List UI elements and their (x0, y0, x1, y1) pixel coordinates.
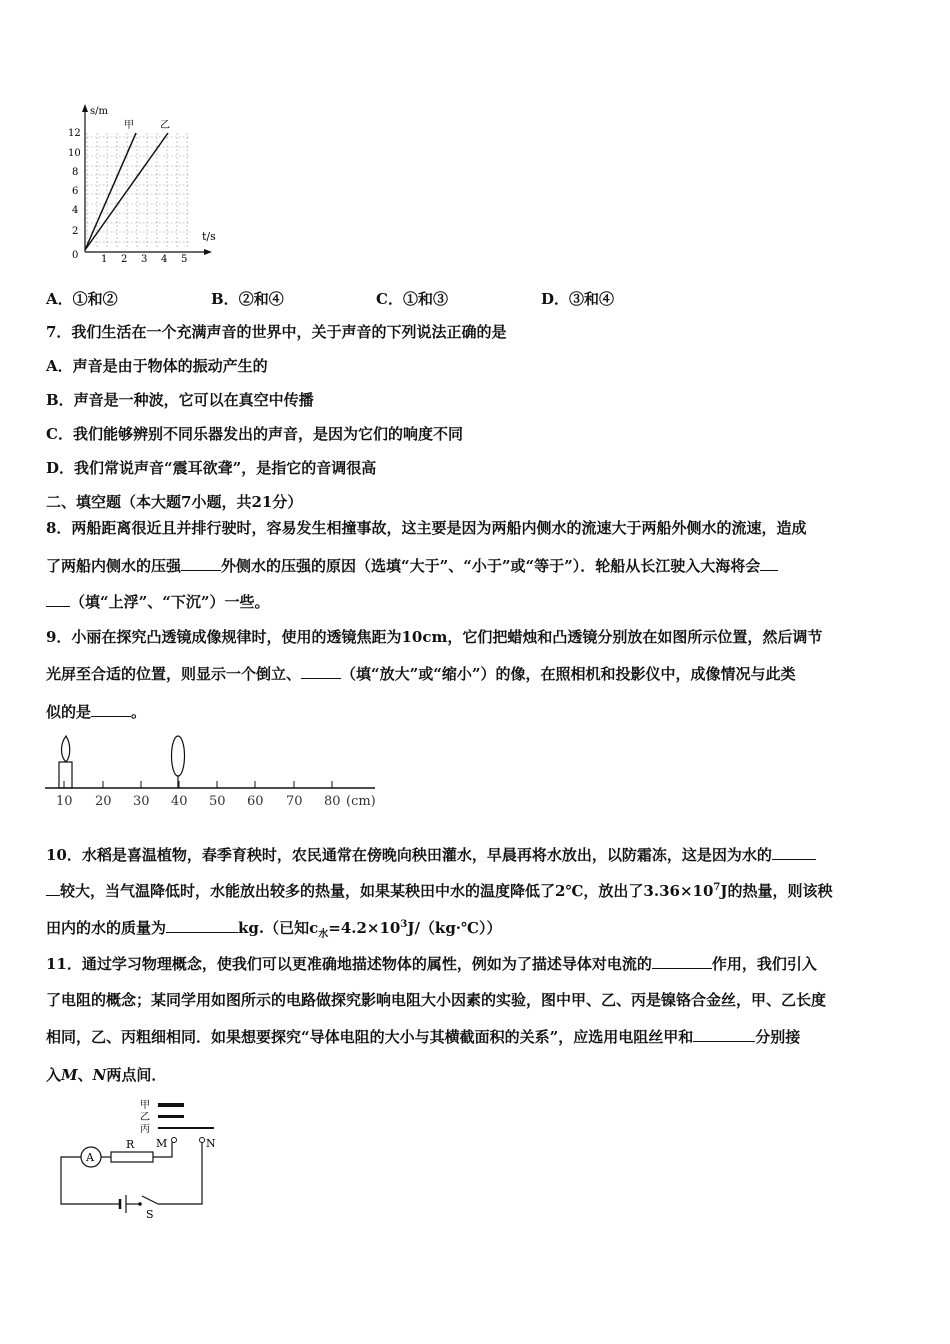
q6-option-b: B．②和④ (211, 290, 284, 308)
wire-label: 乙 (140, 1112, 150, 1123)
ruler-unit: (cm) (346, 794, 376, 809)
circuit-diagram (56, 1092, 236, 1222)
line-yi (85, 133, 168, 250)
ytick: 8 (72, 167, 79, 178)
answer-blank (652, 954, 712, 969)
graph-xlabel: t/s (202, 230, 216, 243)
q8-line3: （填“上浮”、“下沉”）一些。 (46, 592, 270, 612)
answer-blank (301, 664, 341, 679)
y-axis-arrow (82, 104, 88, 112)
x-axis-arrow (204, 249, 212, 255)
q7-option-a: A．声音是由于物体的振动产生的 (46, 357, 268, 375)
q9-line2: 光屏至合适的位置，则显示一个倒立、 （填“放大”或“缩小”）的像，在照相机和投影仪中，成像情况与此类 (46, 665, 796, 683)
terminal-n (200, 1138, 205, 1143)
graph-line-b-label: 乙 (160, 120, 170, 131)
ytick: 4 (72, 205, 79, 216)
q10-line2: 较大，当气温降低时，水能放出较多的热量，如果某秧田中水的温度降低了2℃，放出了$3.36\times 10^7J$的热量，则该秧 (46, 881, 832, 901)
q6-option-a: A．①和② (46, 290, 118, 308)
section-heading: 二、填空题（本大题7小题，共21分） (46, 493, 303, 511)
answer-blank (181, 556, 221, 571)
q9-line1: 9．小丽在探究凸透镜成像规律时，使用的透镜焦距为10cm，它们把蜡烛和凸透镜分别放在如图所示位置，然后调节 (46, 628, 823, 646)
xtick: 5 (181, 254, 188, 265)
ruler-label: 50 (209, 794, 226, 809)
ytick: 6 (72, 186, 79, 197)
ruler-label: 60 (247, 794, 264, 809)
ytick: 12 (68, 128, 81, 139)
wire-bing (158, 1127, 214, 1129)
point-m-label: M (156, 1137, 168, 1150)
resistor (111, 1152, 153, 1162)
switch-blade (142, 1196, 158, 1204)
answer-blank (46, 592, 70, 607)
ytick: 0 (72, 250, 79, 261)
q6-option-c: C．①和③ (376, 290, 448, 308)
ruler-label: 20 (95, 794, 112, 809)
answer-blank (772, 845, 816, 860)
ruler-label: 80 (324, 794, 341, 809)
ytick: 2 (72, 226, 79, 237)
answer-blank (46, 881, 60, 896)
q6-option-d: D．③和④ (541, 290, 615, 308)
graph-grid (87, 132, 190, 247)
answer-blank (693, 1027, 755, 1042)
ruler-label: 70 (286, 794, 303, 809)
candle-flame (62, 736, 70, 762)
graph-ylabel: s/m (90, 106, 108, 117)
q11-line2: 了电阻的概念；某同学用如图所示的电路做探究影响电阻大小因素的实验，图中甲、乙、丙是镍铬合金丝，甲、乙长度 (46, 991, 827, 1009)
wire-yi (158, 1115, 184, 1118)
xtick: 2 (121, 254, 128, 265)
q11-line4: 入M、N两点间． (46, 1066, 167, 1084)
candle-body (59, 762, 72, 788)
q11-line3: 相同，乙、丙粗细相同．如果想要探究“导体电阻的大小与其横截面积的关系”，应选用电阻丝甲和 分别接 (46, 1028, 801, 1046)
q8-line2: 了两船内侧水的压强 外侧水的压强的原因（选填“大于”、“小于”或“等于”）．轮船从长江驶入大海将会 (46, 556, 778, 576)
answer-blank (760, 556, 778, 571)
q7-option-b: B．声音是一种波，它可以在真空中传播 (46, 391, 314, 409)
q7-option-c: C．我们能够辨别不同乐器发出的声音，是因为它们的响度不同 (46, 425, 463, 443)
ruler-label: 10 (56, 794, 73, 809)
terminal-m (172, 1138, 177, 1143)
point-n-label: N (206, 1137, 216, 1150)
switch-label: S (146, 1208, 154, 1221)
answer-blank (166, 918, 238, 933)
xtick: 4 (161, 254, 168, 265)
ruler-ticks (64, 781, 332, 788)
q8-line1: 8．两船距离很近且并排行驶时，容易发生相撞事故，这主要是因为两船内侧水的流速大于两船外侧水的流速，造成 (46, 519, 807, 537)
q10-line3: 田内的水的质量为 kg.（已知$c_水=4.2\times 10^3J/(kg\cdot℃)$） (46, 919, 502, 940)
q9-line3: 似的是 。 (46, 703, 147, 721)
convex-lens (172, 736, 185, 776)
ruler-label: 40 (171, 794, 188, 809)
wire-label: 丙 (140, 1124, 150, 1135)
q11-line1: 11．通过学习物理概念，使我们可以更准确地描述物体的属性，例如为了描述导体对电流的 作用，我们引入 (46, 955, 817, 973)
q10-line1: 10．水稻是喜温植物，春季育秧时，农民通常在傍晚向秧田灌水，早晨再将水放出，以防霜冻，这是因为水的 (46, 845, 816, 865)
answer-blank (91, 702, 131, 717)
st-graph (60, 100, 240, 270)
xtick: 1 (101, 254, 108, 265)
graph-line-a-label: 甲 (124, 120, 134, 131)
resistor-label: R (126, 1138, 135, 1151)
ytick: 10 (68, 148, 81, 159)
optical-bench (40, 732, 400, 812)
wire-label: 甲 (140, 1100, 150, 1111)
line-jia (85, 133, 136, 250)
q7-stem: 7．我们生活在一个充满声音的世界中，关于声音的下列说法正确的是 (46, 323, 507, 341)
xtick: 3 (141, 254, 148, 265)
ruler-label: 30 (133, 794, 150, 809)
ammeter-label: A (86, 1151, 94, 1164)
wire-jia (158, 1103, 184, 1107)
q7-option-d: D．我们常说声音“震耳欲聋”，是指它的音调很高 (46, 459, 377, 477)
